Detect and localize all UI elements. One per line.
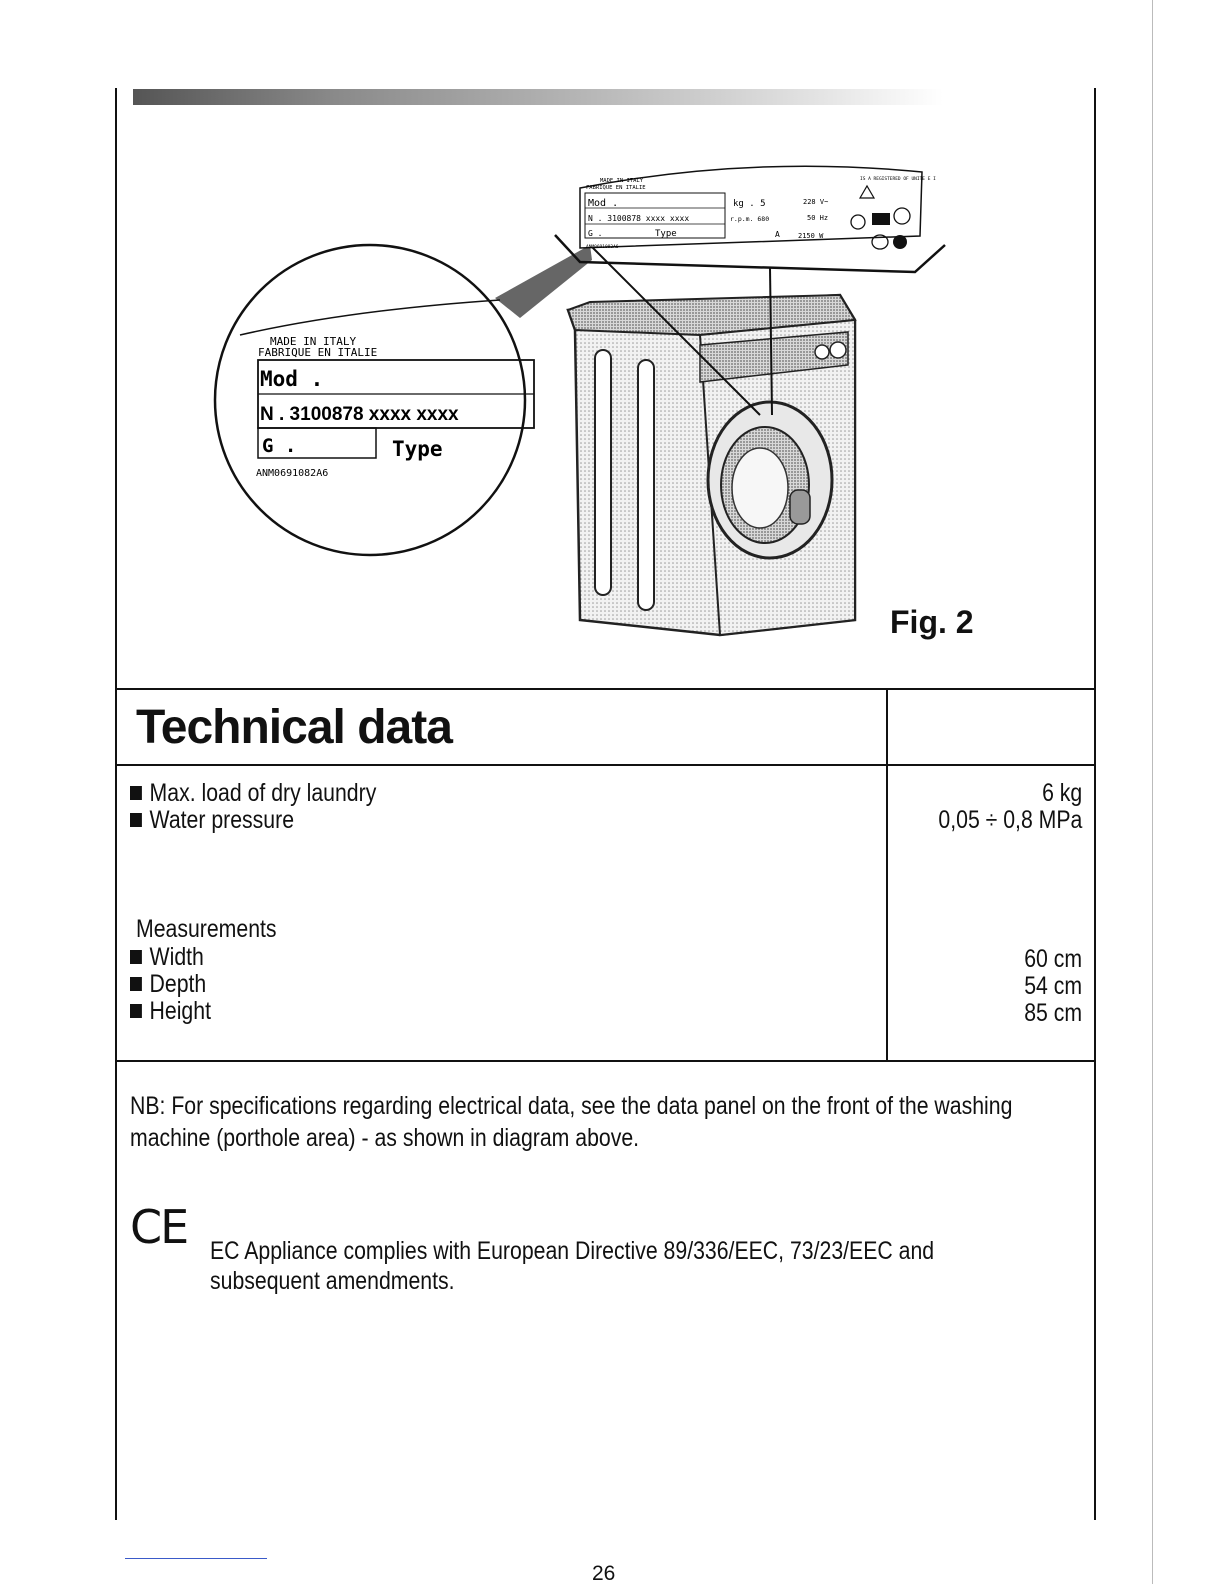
zoom-fabrique: FABRIQUE EN ITALIE [258, 346, 378, 359]
bullet-square-icon [130, 1004, 142, 1018]
plate-code: ANM0691082A6 [586, 245, 619, 250]
top-rating-plate [580, 166, 936, 250]
spec-max-load-label: Max. load of dry laundry [130, 780, 376, 807]
scan-edge-line [1152, 0, 1153, 1584]
bullet-square-icon [130, 977, 142, 991]
bullet-square-icon [130, 950, 142, 964]
spec-max-load-value: 6 kg [1041, 779, 1082, 807]
table-bottom-border [115, 1060, 1096, 1062]
page-number: 26 [592, 1562, 616, 1585]
header-gradient-bar [133, 89, 943, 105]
zoom-code: ANM0691082A6 [256, 468, 329, 479]
plate-mod: Mod . [588, 198, 619, 209]
table-top-border [115, 688, 1096, 690]
measurement-height-label: Height [130, 998, 211, 1025]
plate-g: G . [588, 229, 603, 238]
zoom-g: G . [262, 435, 297, 457]
zoom-serial: N . 3100878 xxxx xxxx [260, 404, 459, 425]
page-frame-right [1094, 88, 1096, 1520]
washing-machine-drawing [568, 295, 855, 635]
safety-mark-icon [893, 235, 907, 249]
figure-caption: Fig. 2 [890, 604, 974, 640]
plate-fabrique: FABRIQUE EN ITALIE [586, 185, 646, 191]
plate-made-in: MADE IN ITALY [600, 178, 644, 184]
zoom-mod: Mod . [260, 367, 324, 391]
ce-mark-icon: CE [130, 1200, 188, 1254]
spec-water-pressure-label: Water pressure [130, 807, 294, 834]
certification-block-icon [872, 213, 890, 225]
ec-compliance-text [210, 1236, 1094, 1296]
plate-serial: N . 3100878 xxxx xxxx [588, 214, 690, 223]
technical-data-heading: Technical data [136, 701, 452, 754]
zoom-circle [215, 245, 525, 555]
plate-freq: 50 Hz [807, 214, 829, 222]
zoom-type: Type [392, 437, 443, 461]
measurement-depth-value: 54 cm [1024, 972, 1082, 1000]
bullet-square-icon [130, 813, 142, 827]
plate-load: kg . 5 [733, 199, 766, 209]
plate-rpm: r.p.m. 680 [730, 215, 770, 223]
table-header-border [115, 764, 1096, 766]
washing-machine-figure [200, 150, 980, 670]
plate-registered: IS A REGISTERED OF UNITE E I [860, 177, 936, 182]
ec-compliance-line-2: subsequent amendments. [210, 1267, 455, 1295]
nb-electrical-note: NB: For specifications regarding electrical data, see the data panel on the front of the washing machine (porthole area) - as shown in diagram above. [130, 1092, 1013, 1152]
table-column-divider [886, 688, 888, 1062]
page-frame-left [115, 88, 117, 1520]
zoom-made-in: MADE IN ITALY [270, 335, 357, 348]
measurement-height-value: 85 cm [1024, 999, 1082, 1027]
bullet-square-icon [130, 786, 142, 800]
measurement-width-label: Width [130, 944, 204, 971]
plate-power: 2150 W [798, 232, 824, 240]
ec-compliance-line-1: EC Appliance complies with European Directive 89/336/EEC, 73/23/EEC and [210, 1237, 935, 1265]
plate-type: Type [655, 229, 677, 239]
plate-fuse: A [775, 230, 780, 239]
measurement-depth-label: Depth [130, 971, 206, 998]
measurements-heading: Measurements [136, 915, 277, 943]
plate-voltage: 228 V~ [803, 198, 829, 206]
measurement-width-value: 60 cm [1024, 945, 1082, 973]
footer-rule [125, 1558, 267, 1559]
spec-water-pressure-value: 0,05 ÷ 0,8 MPa [938, 806, 1082, 834]
